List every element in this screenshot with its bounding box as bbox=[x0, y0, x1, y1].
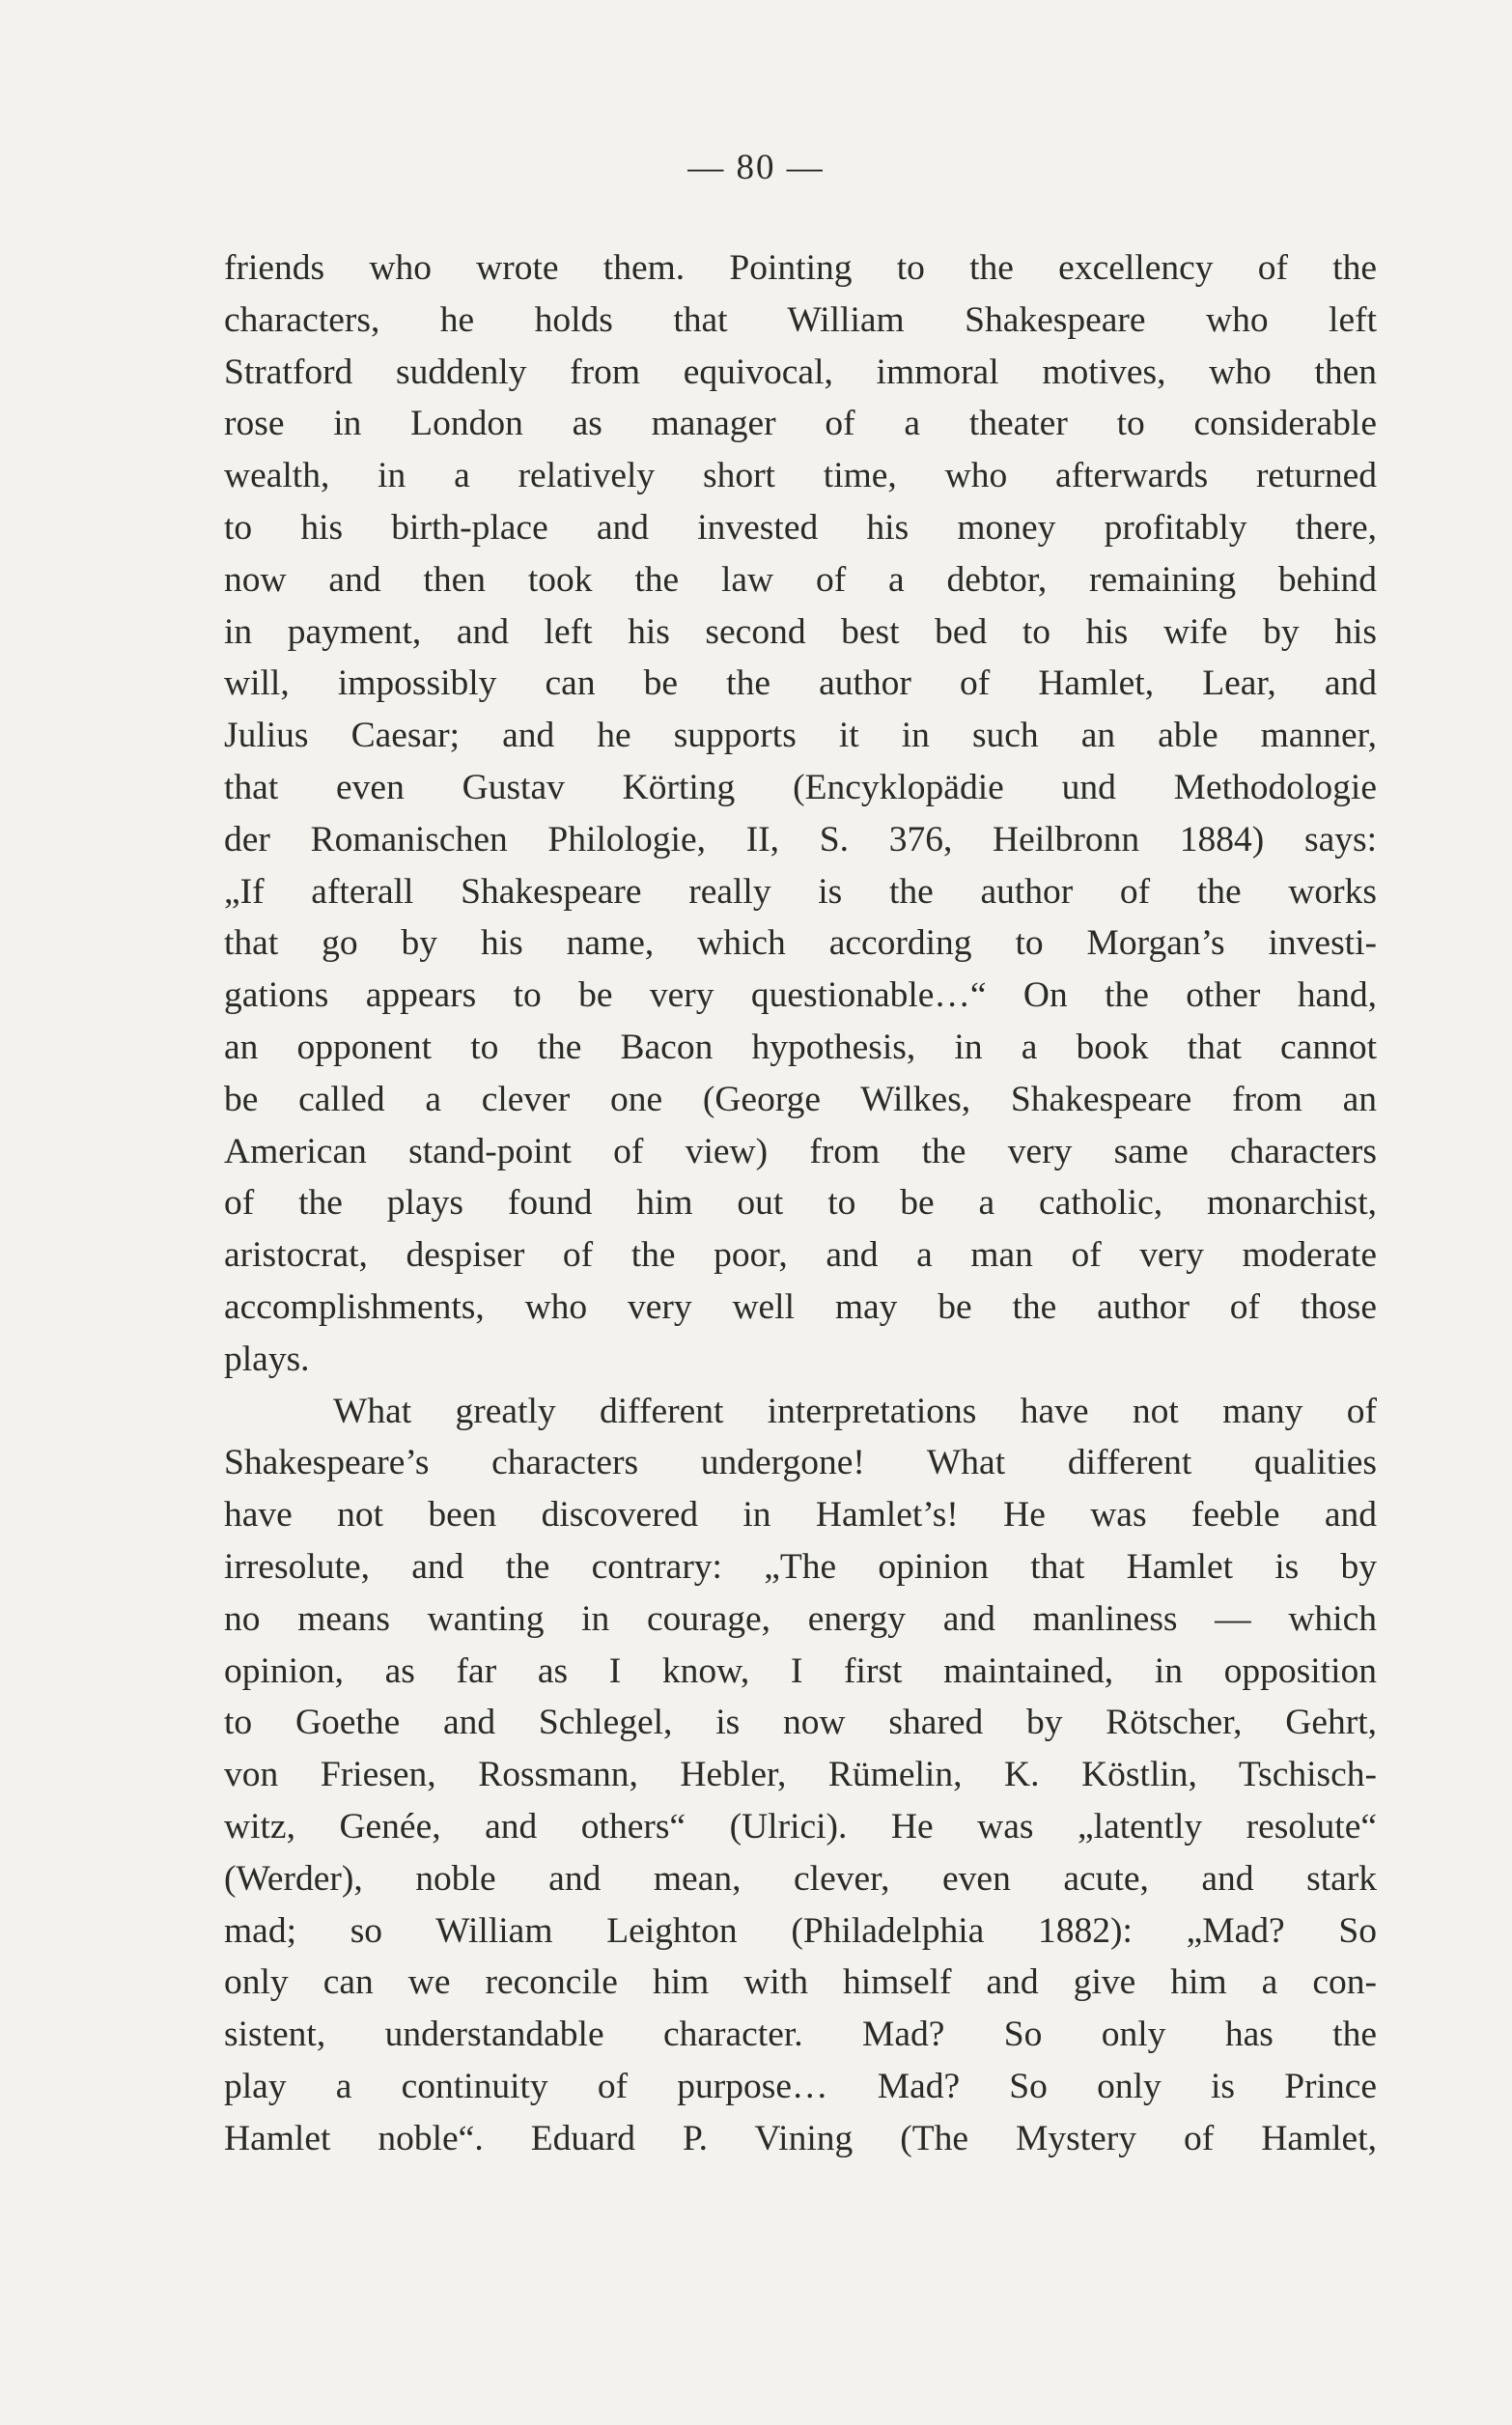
text-line: Stratford suddenly from equivocal, immoral motives, who then bbox=[224, 352, 1377, 392]
text-line: have not been discovered in Hamlet’s! He was feeble and bbox=[224, 1495, 1377, 1536]
text-line: that go by his name, which according to Morgan’s investi- bbox=[224, 923, 1377, 964]
text-line: an opponent to the Bacon hypothesis, in a book that cannot bbox=[224, 1027, 1377, 1067]
text-line: in payment, and left his second best bed to his wife by his bbox=[224, 611, 1377, 652]
text-line: Hamlet noble“. Eduard P. Vining (The Mystery of Hamlet, bbox=[224, 2118, 1377, 2158]
text-line: accomplishments, who very well may be the author of those bbox=[224, 1286, 1377, 1327]
text-line: der Romanischen Philologie, II, S. 376, Heilbronn 1884) says: bbox=[224, 819, 1377, 860]
body-text bbox=[224, 242, 1377, 2164]
text-line: sistent, understandable character. Mad? So only has the bbox=[224, 2015, 1377, 2055]
text-line: witz, Genée, and others“ (Ulrici). He was „latently resolute“ bbox=[224, 1806, 1377, 1847]
text-line: (Werder), noble and mean, clever, even acute, and stark bbox=[224, 1858, 1377, 1899]
text-line: von Friesen, Rossmann, Hebler, Rümelin, K. Köstlin, Tschisch- bbox=[224, 1755, 1377, 1795]
text-line: no means wanting in courage, energy and manliness — which bbox=[224, 1598, 1377, 1639]
text-line: opinion, as far as I know, I first maintained, in opposition bbox=[224, 1650, 1377, 1691]
text-line: American stand-point of view) from the very same characters bbox=[224, 1131, 1377, 1171]
text-line: of the plays found him out to be a catholic, monarchist, bbox=[224, 1183, 1377, 1224]
text-line: now and then took the law of a debtor, remaining behind bbox=[224, 559, 1377, 600]
text-line: aristocrat, despiser of the poor, and a man of very moderate bbox=[224, 1235, 1377, 1276]
text-line: irresolute, and the contrary: „The opinion that Hamlet is by bbox=[224, 1546, 1377, 1587]
text-line: be called a clever one (George Wilkes, Shakespeare from an bbox=[224, 1079, 1377, 1119]
text-line: „If afterall Shakespeare really is the author of the works bbox=[224, 871, 1377, 912]
paragraph-start-line: What greatly different interpretations have not many of bbox=[333, 1391, 1377, 1431]
text-line: friends who wrote them. Pointing to the excellency of the bbox=[224, 248, 1377, 288]
text-line: to Goethe and Schlegel, is now shared by Rötscher, Gehrt, bbox=[224, 1703, 1377, 1743]
text-line: Julius Caesar; and he supports it in such an able manner, bbox=[224, 716, 1377, 756]
text-line: to his birth-place and invested his money profitably there, bbox=[224, 507, 1377, 548]
text-line: gations appears to be very questionable…“ On the other hand, bbox=[224, 975, 1377, 1016]
text-line: mad; so William Leighton (Philadelphia 1882): „Mad? So bbox=[224, 1910, 1377, 1951]
text-line: play a continuity of purpose… Mad? So only is Prince bbox=[224, 2066, 1377, 2106]
page-number: — 80 — bbox=[687, 148, 825, 187]
text-line: plays. bbox=[224, 1339, 310, 1379]
text-line: Shakespeare’s characters undergone! What different qualities bbox=[224, 1443, 1377, 1483]
text-line: will, impossibly can be the author of Hamlet, Lear, and bbox=[224, 663, 1377, 704]
text-line: rose in London as manager of a theater to considerable bbox=[224, 404, 1377, 444]
text-line: characters, he holds that William Shakespeare who left bbox=[224, 299, 1377, 340]
text-line: wealth, in a relatively short time, who afterwards returned bbox=[224, 456, 1377, 496]
text-line: only can we reconcile him with himself and give him a con- bbox=[224, 1962, 1377, 2003]
text-line: that even Gustav Körting (Encyklopädie und Methodologie bbox=[224, 767, 1377, 807]
